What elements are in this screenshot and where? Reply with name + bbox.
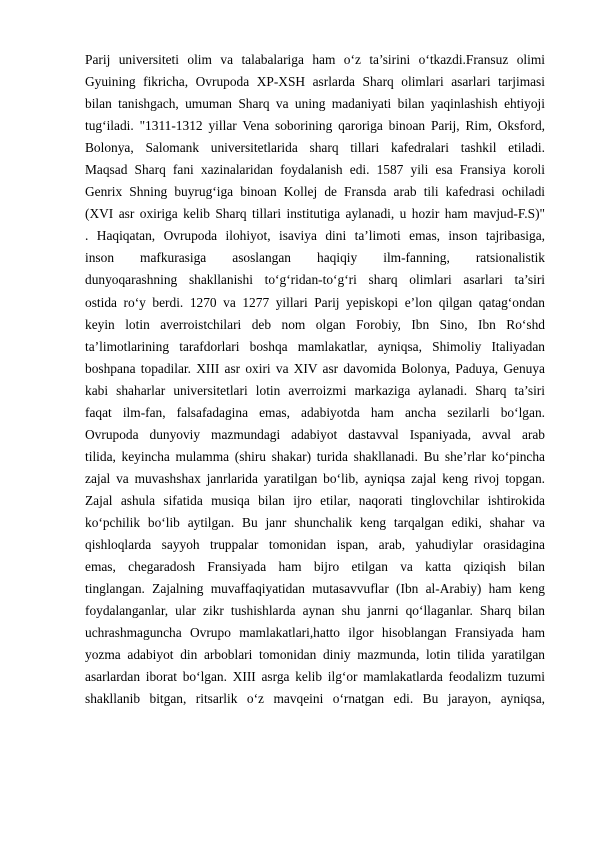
text-line: Maqsad Sharq fani xazinalaridan foydalanish edi. 1587 yili esa Fransiya koroli xyxy=(85,162,545,178)
text-line: zajal va muvashshax janrlarida yaratilgan bo‘lib, ayniqsa zajal keng rivoj topgan. xyxy=(85,470,545,486)
text-line: Ovrupoda dunyoviy mazmundagi adabiyot dastavval Ispaniyada, avval arab xyxy=(85,426,545,442)
text-line: faqat ilm-fan, falsafadagina emas, adabiyotda ham ancha sezilarli bo‘lgan. xyxy=(85,404,545,420)
text-line: boshpana topadilar. XIII asr oxiri va XIV asr davomida Bolonya, Paduya, Genuya xyxy=(85,360,545,376)
text-line: ostida ro‘y berdi. 1270 va 1277 yillari Parij yepiskopi e’lon qilgan qatag‘ondan xyxy=(85,294,545,310)
text-line: emas, chegaradosh Fransiyada ham bijro etilgan va katta qiziqish bilan xyxy=(85,559,545,575)
text-line: kabi shaharlar universitetlari lotin averroizmi markaziga aylanadi. Sharq ta’siri xyxy=(85,382,545,398)
text-line: tug‘iladi. "1311-1312 yillar Vena soborining qaroriga binoan Parij, Rim, Oksford, xyxy=(85,118,545,134)
text-line: . Haqiqatan, Ovrupoda ilohiyot, isaviya dini ta’limoti emas, inson tajribasiga, xyxy=(85,228,545,244)
text-line: Parij universiteti olim va talabalariga ham o‘z ta’sirini o‘tkazdi.Fransuz olimi xyxy=(85,52,545,67)
text-line: keyin lotin averroistchilari deb nom olgan Forobiy, Ibn Sino, Ibn Ro‘shd xyxy=(85,316,545,332)
text-line: shakllanib bitgan, ritsarlik o‘z mavqeini o‘rnatgan edi. Bu jarayon, ayniqsa, xyxy=(85,691,545,707)
text-line: tinglangan. Zajalning muvaffaqiyatidan mutasavvuflar (Ibn al-Arabiy) ham keng xyxy=(85,581,545,597)
text-line: Zajal ashula sifatida musiqa bilan ijro etilar, naqorati tinglovchilar ishtirokida xyxy=(85,492,545,508)
text-line: (XVI asr oxiriga kelib Sharq tillari institutiga aylanadi, u hozir ham mavjud-F.S)" xyxy=(85,206,545,222)
body-text xyxy=(85,49,545,710)
text-line: bilan tanishgach, umuman Sharq va uning madaniyati bilan yaqinlashish ehtiyoji xyxy=(85,96,545,112)
text-line: ko‘pchilik bo‘lib aytilgan. Bu janr shunchalik keng tarqalgan ediki, shahar va xyxy=(85,514,545,530)
text-line: Genrix Shning buyrug‘iga binoan Kollej de Fransda arab tili kafedrasi ochiladi xyxy=(85,184,545,200)
text-line: dunyoqarashning shakllanishi to‘g‘ridan-to‘g‘ri sharq olimlari asarlari ta’siri xyxy=(85,272,545,288)
text-line: Bolonya, Salomank universitetlarida sharq tillari kafedralari tashkil etiladi. xyxy=(85,140,545,156)
text-line: foydalanganlar, ular zikr tushishlarda aynan shu janrni qo‘llaganlar. Sharq bilan xyxy=(85,603,545,619)
text-line: Gyuining fikricha, Ovrupoda XP-XSH asrlarda Sharq olimlari asarlari tarjimasi xyxy=(85,74,545,90)
text-line: inson mafkurasiga asoslangan haqiqiy ilm-fanning, ratsionalistik xyxy=(85,250,545,266)
text-line: ta’limotlarining tarafdorlari boshqa mamlakatlar, ayniqsa, Shimoliy Italiyadan xyxy=(85,338,545,354)
text-line: asarlardan iborat bo‘lgan. XIII asrga kelib ilg‘or mamlakatlarda feodalizm tuzumi xyxy=(85,669,545,685)
text-line: uchrashmaguncha Ovrupo mamlakatlari,hatto ilgor hisoblangan Fransiyada ham xyxy=(85,625,545,641)
text-line: yozma adabiyot din arboblari tomonidan diniy mazmunda, lotin tilida yaratilgan xyxy=(85,647,545,663)
text-line: tilida, keyincha mulamma (shiru shakar) turida shakllanadi. Bu she’rlar ko‘pincha xyxy=(85,448,545,464)
text-line: qishloqlarda sayyoh truppalar tomonidan ispan, arab, yahudiylar orasidagina xyxy=(85,537,545,553)
